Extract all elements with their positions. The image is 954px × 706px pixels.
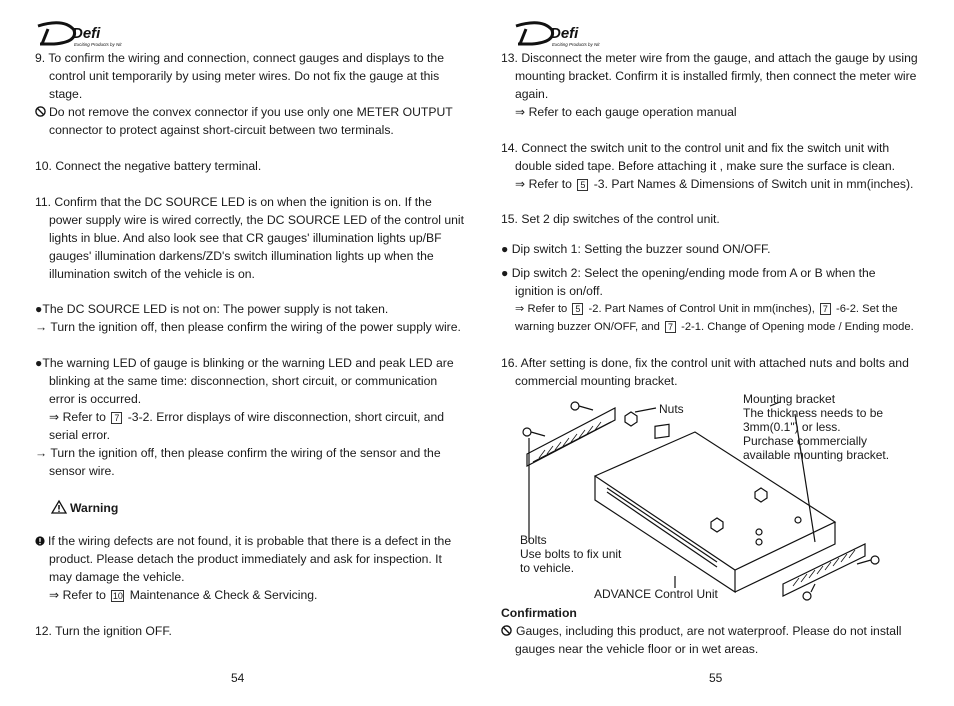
defi-logo	[512, 20, 600, 48]
mounting-diagram	[515, 392, 915, 602]
warning-heading: Warning	[51, 499, 118, 517]
implies-icon: ⇒	[515, 105, 529, 119]
unit-label: ADVANCE Control Unit	[594, 587, 718, 601]
bullet-icon: ●	[501, 266, 512, 280]
caution-icon	[35, 536, 45, 546]
implies-icon: ⇒	[515, 177, 529, 191]
bullet-icon: ●	[35, 302, 43, 316]
step-13: 13. Disconnect the meter wire from the gauge, and attach the gauge by using mounting bracket. Confirm it is installed firmly, then connect the meter wire again. ⇒ Refer to each gauge operation manual	[501, 51, 918, 119]
step-15: 15. Set 2 dip switches of the control unit.	[501, 212, 720, 226]
confirmation-title: Confirmation	[501, 606, 577, 620]
prohibit-note-9: Do not remove the convex connector if you use only one METER OUTPUT connector to protect against short-circuit between two terminals.	[35, 103, 453, 139]
nuts-label: Nuts	[659, 402, 684, 416]
svg-text:Defi: Defi	[72, 25, 101, 42]
implies-icon: ⇒	[515, 303, 528, 315]
warning-triangle-icon	[51, 500, 67, 514]
warning-text: If the wiring defects are not found, it is probable that there is a defect in the product. Please detach the product immediately and ask for inspection. It may damage the vehicle. ⇒ Refer to 10 Maintenance & Check & Servicing.	[35, 532, 451, 604]
arrow-icon: →	[35, 320, 51, 334]
dip-switch-2: ● Dip switch 2: Select the opening/ending mode from A or B when the ignition is on/off. ⇒ Refer to 5 -2. Part Names of Control Unit in mm(inches), 7 -6-2. Set the warning buzzer ON/OFF, and 7 -2-1. Change of Opening mode / Ending mode.	[501, 266, 914, 333]
step-12: 12. Turn the ignition OFF.	[35, 624, 172, 638]
svg-text:Defi: Defi	[550, 25, 579, 42]
bolts-label: Bolts Use bolts to fix unit to vehicle.	[520, 533, 622, 575]
bracket-label: Mounting bracket The thickness needs to be 3mm(0.1") or less. Purchase commercially available mounting bracket.	[743, 392, 890, 462]
confirmation-text: Gauges, including this product, are not waterproof. Please do not install gauges near the vehicle floor or in wet areas.	[501, 622, 902, 658]
dc-source-case: ●The DC SOURCE LED is not on: The power supply is not taken. → Turn the ignition off, then please confirm the wiring of the power supply wire.	[35, 302, 461, 334]
step-11: 11. Confirm that the DC SOURCE LED is on when the ignition is on. If the power supply wire is wired correctly, the DC SOURCE LED of the control unit lights in blue. And also look see that CR gauges' illumination lights up/BF gauges' illumination darkens/ZD's switch illumination lights up when the illumination switch of the vehicle is on.	[35, 195, 464, 281]
svg-text:Exciting Products by Nit: Exciting Products by Nit	[74, 42, 122, 47]
warning-led-case: ●The warning LED of gauge is blinking or the warning LED and peak LED are blinking at the same time: disconnection, short circuit, or communication error is occurred. ⇒ Refer to 7 -3-2. Error displays of wire disconnection, short circuit, and serial error. → Turn the ignition off, then please confirm the wiring of the sensor and the sensor wire.	[35, 356, 454, 478]
implies-icon: ⇒	[49, 588, 63, 602]
defi-logo	[34, 20, 122, 48]
dip-switch-1: ● Dip switch 1: Setting the buzzer sound ON/OFF.	[501, 242, 771, 256]
step-9: 9. To confirm the wiring and connection, connect gauges and displays to the control unit temporarily by using meter wires. Do not fix the gauge at this stage.	[35, 51, 444, 101]
implies-icon: ⇒	[49, 410, 63, 424]
page-number: 54	[231, 671, 245, 685]
bullet-icon: ●	[35, 356, 43, 370]
step-10: 10. Connect the negative battery terminal.	[35, 159, 262, 173]
prohibited-icon	[501, 625, 512, 636]
page-number: 55	[709, 671, 723, 685]
step-14: 14. Connect the switch unit to the control unit and fix the switch unit with double sided tape. Before attaching it , make sure the surface is clean. ⇒ Refer to 5 -3. Part Names & Dimensions of Switch unit in mm(inches).	[501, 141, 914, 191]
prohibited-icon	[35, 106, 46, 117]
svg-text:Exciting Products by Nit: Exciting Products by Nit	[552, 42, 600, 47]
bullet-icon: ●	[501, 242, 512, 256]
step-16: 16. After setting is done, fix the control unit with attached nuts and bolts and commercial mounting bracket.	[501, 356, 909, 388]
right-page	[477, 0, 954, 706]
arrow-icon: →	[35, 446, 51, 460]
